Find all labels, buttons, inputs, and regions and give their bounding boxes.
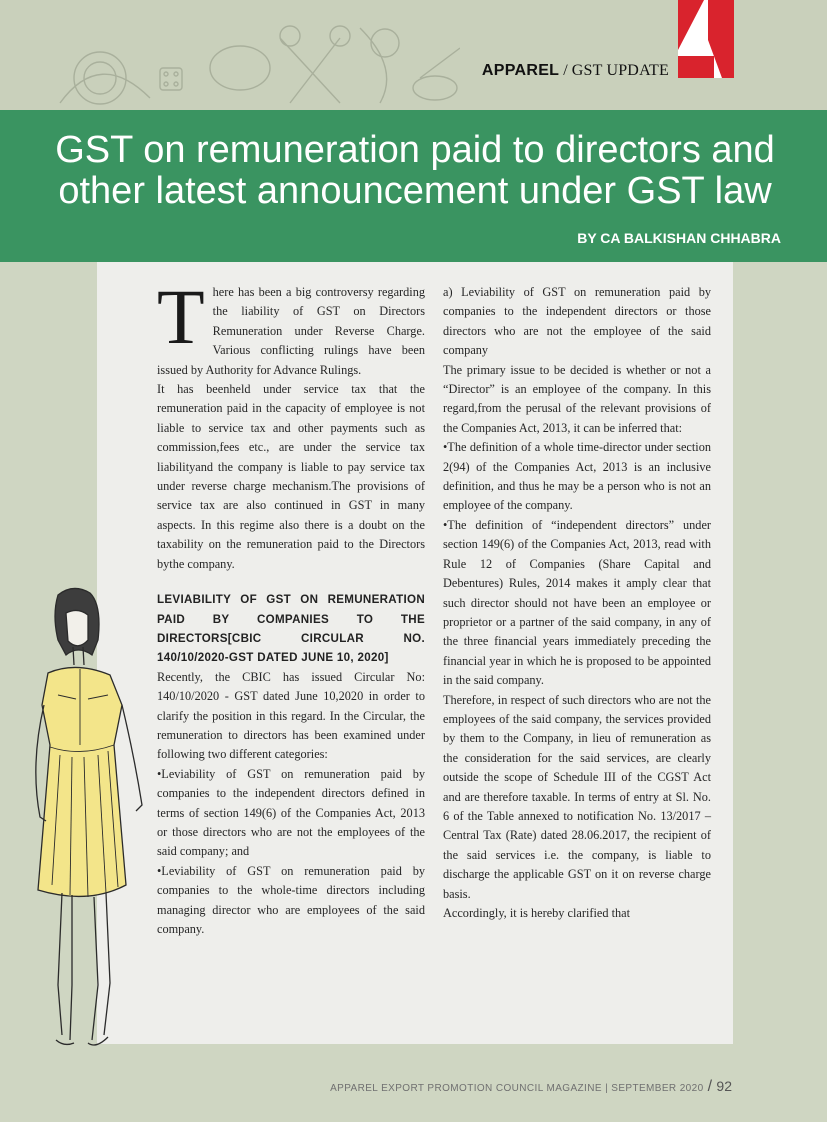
paragraph: Recently, the CBIC has issued Circular No: 140/10/2020 - GST dated June 10,2020 in order to clarify the position in this regard. In the Circular, the remuneration to directors has been examined under following two different categories: xyxy=(157,669,425,762)
section-label-separator: / xyxy=(563,62,568,79)
section-subheading: LEVIABILITY OF GST ON REMUNERATION PAID BY COMPANIES TO THE DIRECTORS[CBIC CIRCULAR NO. 140/10/2020-GST DATED JUNE 10, 2020] xyxy=(157,593,425,665)
footer-separator: / xyxy=(707,1078,713,1095)
sewing-tools-sketch-icon xyxy=(40,8,460,108)
section-label-primary: APPAREL xyxy=(481,62,560,79)
paragraph: a) Leviability of GST on remuneration paid by companies to the independent directors or those directors who are not the employee of the said company xyxy=(443,285,711,358)
article-column-right xyxy=(443,283,711,923)
fashion-figure-illustration-icon xyxy=(18,585,148,1055)
paragraph: Accordingly, it is hereby clarified that xyxy=(443,906,631,920)
paragraph: The primary issue to be decided is whether or not a “Director” is an employee of the company. In this regard,from the perusal of the relevant provisions of the Companies Act, 2013, it can be inferred that: xyxy=(443,362,711,435)
bullet-item: •The definition of “independent directors” under section 149(6) of the Companies Act, 2013, read with Rule 12 of Companies (Share Capital and Debentures) Rules, 2014 makes it amply clear that such director should not have been an employee or proprietor or a partner of the said company, in any of the three financial years immediately preceding the financial year in which he is proposed to be appointed in the said company. xyxy=(443,517,711,688)
section-label xyxy=(482,62,669,80)
paragraph: Therefore, in respect of such directors who are not the employees of the said company, the services provided by them to the Company, in lieu of remuneration as the consideration for the said services, are clearly outside the scope of Schedule III of the CGST Act and are therefore taxable. In terms of entry at Sl. No. 6 of the Table annexed to notification No. 13/2017 – Central Tax (Rate) dated 28.06.2017, the recipient of the said services i.e. the company, is liable to discharge the applicable GST on it on reverse charge basis. xyxy=(443,692,711,901)
bullet-item: •Leviability of GST on remuneration paid by companies to the independent directors defined in terms of section 149(6) of the Companies Act, 2013 or those directors who are not the employees of the said company; and xyxy=(157,766,425,859)
article-byline: BY CA BALKISHAN CHHABRA xyxy=(577,230,781,246)
apparel-a-logo-icon xyxy=(678,0,734,78)
intro-text: here has been a big controversy regarding the liability of GST on Directors Remuneration under Reverse Charge. Various conflicting rulings have been issued by Authority for Advance Rulings. xyxy=(157,285,425,377)
page-number: 92 xyxy=(716,1078,732,1094)
paragraph: It has beenheld under service tax that the remuneration paid in the capacity of employee is not liable to service tax and other payments such as commission,fees etc., are under the service tax liabilityand the company is liable to pay service tax under reverse charge mechanism.The provisions of service tax are also continued in GST in many aspects. In this regime also there is a doubt on the taxability on the remuneration paid to the Directors bythe company. xyxy=(157,382,425,571)
article-column-left xyxy=(157,273,425,939)
bullet-item: •Leviability of GST on remuneration paid by companies to the whole-time directors including managing director who are employees of the said company. xyxy=(157,863,425,936)
bullet-item: •The definition of a whole time-director under section 2(94) of the Companies Act, 2013 is an inclusive definition, and thus he may be a person who is not an employee of the company. xyxy=(443,440,711,513)
article-title: GST on remuneration paid to directors and other latest announcement under GST law xyxy=(55,129,775,212)
section-label-secondary: GST UPDATE xyxy=(571,62,669,79)
footer-magazine: APPAREL EXPORT PROMOTION COUNCIL MAGAZINE | SEPTEMBER 2020 xyxy=(330,1083,704,1094)
page-footer xyxy=(330,1078,732,1096)
intro-paragraph xyxy=(157,273,425,380)
drop-cap: T xyxy=(157,273,205,360)
